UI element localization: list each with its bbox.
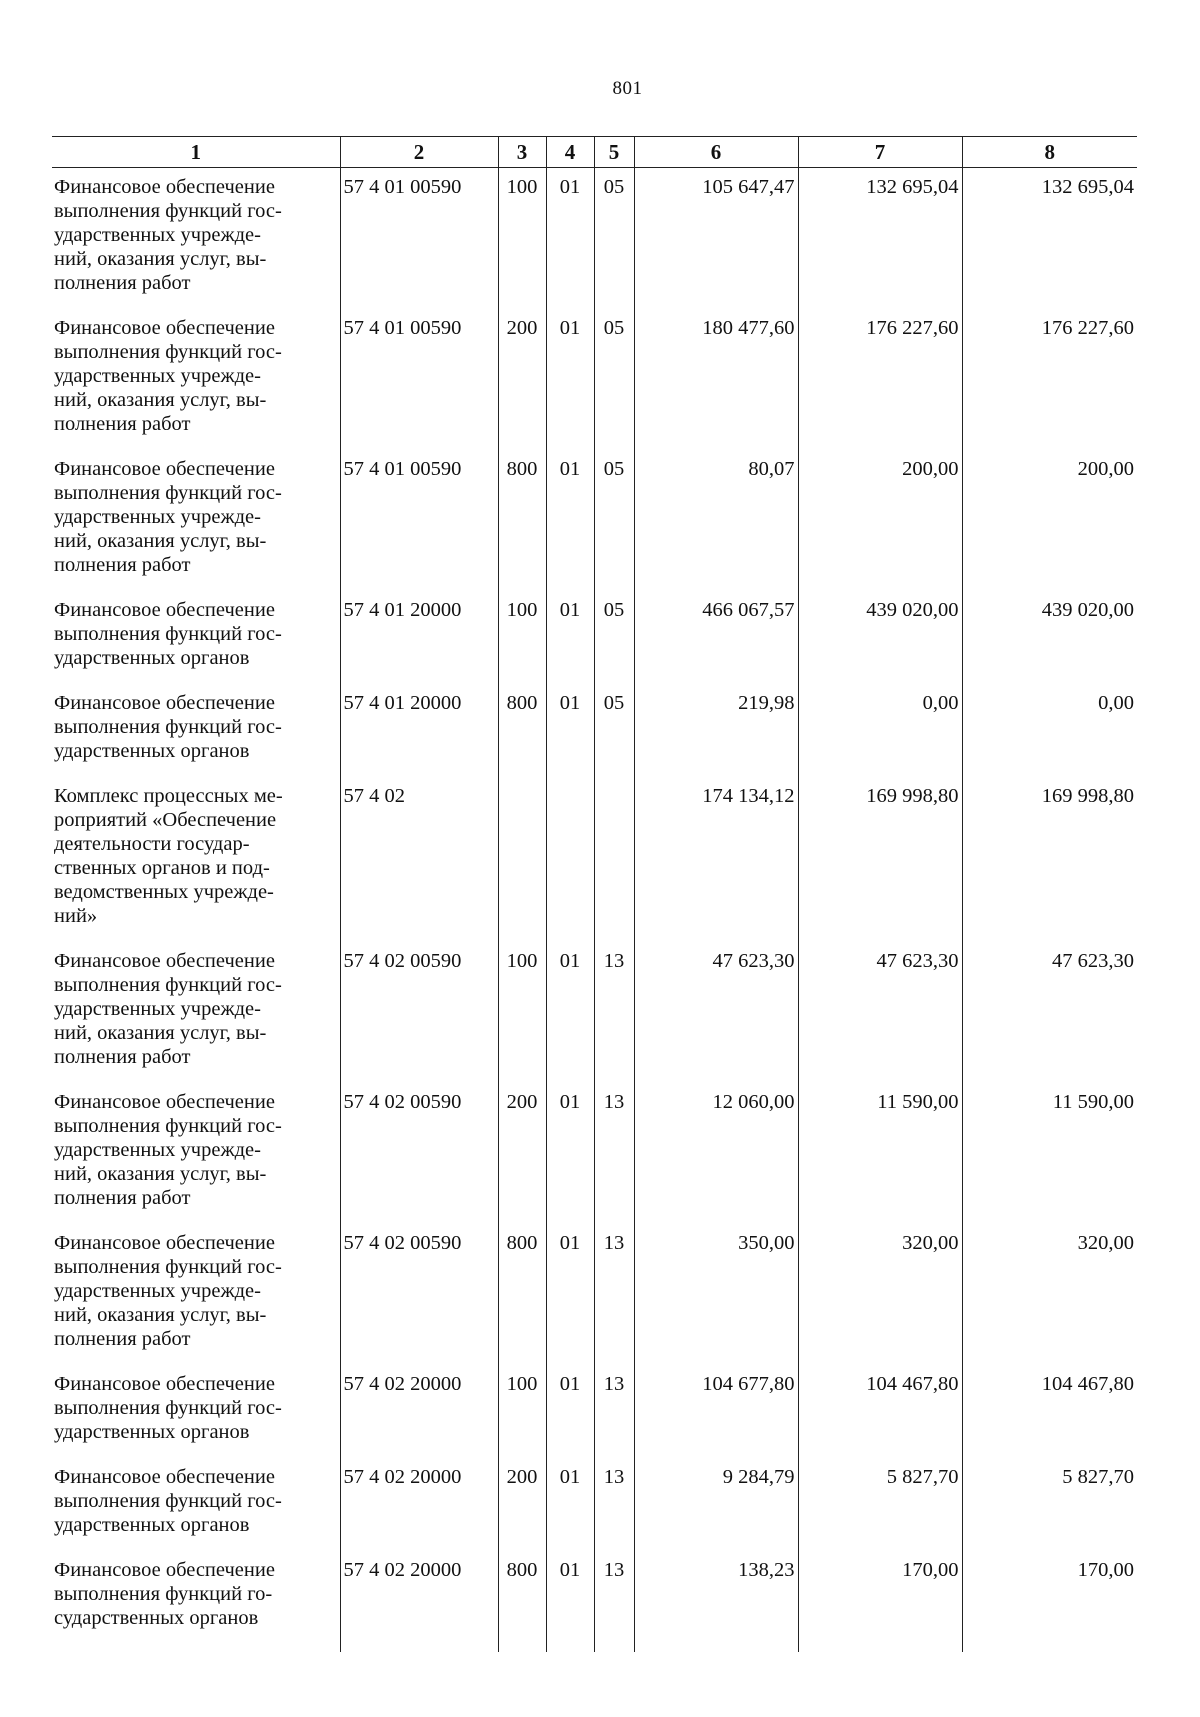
cell-name-line: выполнения функций гос- (54, 341, 282, 363)
cell-col8: 47 623,30 (962, 942, 1137, 1083)
cell-col7: 170,00 (798, 1551, 962, 1652)
cell-col7: 104 467,80 (798, 1365, 962, 1458)
cell-col4: 01 (546, 168, 594, 310)
cell-col5: 13 (594, 1458, 634, 1551)
cell-name-line: ударственных учрежде- (54, 998, 261, 1020)
cell-name (52, 1083, 340, 1224)
table-row (52, 450, 1137, 591)
cell-col4: 01 (546, 1458, 594, 1551)
cell-name-line: Финансовое обеспечение (54, 599, 275, 621)
cell-col6: 104 677,80 (634, 1365, 798, 1458)
cell-name-line: полнения работ (54, 1328, 191, 1350)
cell-col7: 0,00 (798, 684, 962, 777)
cell-name-line: выполнения функций гос- (54, 1397, 282, 1419)
cell-name-line: выполнения функций гос- (54, 1490, 282, 1512)
cell-name (52, 1551, 340, 1652)
cell-name-line: выполнения функций гос- (54, 200, 282, 222)
cell-col5: 05 (594, 309, 634, 450)
cell-name-line: ний, оказания услуг, вы- (54, 389, 267, 411)
cell-name-line: Финансовое обеспечение (54, 1232, 275, 1254)
cell-col5: 13 (594, 1224, 634, 1365)
cell-code: 57 4 02 (340, 777, 498, 942)
cell-col7: 439 020,00 (798, 591, 962, 684)
cell-col6: 466 067,57 (634, 591, 798, 684)
cell-col6: 105 647,47 (634, 168, 798, 310)
cell-name-line: выполнения функций гос- (54, 1256, 282, 1278)
column-header-4: 4 (546, 137, 594, 168)
cell-col4: 01 (546, 684, 594, 777)
cell-name-line: ственных органов и под- (54, 857, 270, 879)
cell-name-line: ударственных учрежде- (54, 1280, 261, 1302)
cell-col6: 12 060,00 (634, 1083, 798, 1224)
cell-name (52, 591, 340, 684)
column-header-6: 6 (634, 137, 798, 168)
cell-col8: 11 590,00 (962, 1083, 1137, 1224)
cell-name-line: Финансовое обеспечение (54, 1466, 275, 1488)
cell-name-line: ний» (54, 905, 98, 927)
column-header-2: 2 (340, 137, 498, 168)
cell-code: 57 4 02 00590 (340, 942, 498, 1083)
cell-name-line: ударственных органов (54, 647, 250, 669)
cell-col8: 176 227,60 (962, 309, 1137, 450)
cell-col6: 350,00 (634, 1224, 798, 1365)
cell-code: 57 4 01 00590 (340, 309, 498, 450)
table-body (52, 168, 1137, 1653)
cell-col5: 05 (594, 450, 634, 591)
cell-col6: 80,07 (634, 450, 798, 591)
cell-col3: 800 (498, 684, 546, 777)
cell-code: 57 4 02 20000 (340, 1551, 498, 1652)
cell-col8: 169 998,80 (962, 777, 1137, 942)
cell-col4: 01 (546, 1551, 594, 1652)
cell-code: 57 4 01 20000 (340, 684, 498, 777)
cell-col4: 01 (546, 591, 594, 684)
cell-col6: 180 477,60 (634, 309, 798, 450)
cell-col8: 170,00 (962, 1551, 1137, 1652)
cell-col5 (594, 777, 634, 942)
cell-col5: 05 (594, 168, 634, 310)
cell-name (52, 777, 340, 942)
cell-name-line: ведомственных учрежде- (54, 881, 274, 903)
cell-col5: 13 (594, 1083, 634, 1224)
cell-code: 57 4 01 20000 (340, 591, 498, 684)
table-row (52, 1458, 1137, 1551)
cell-col7: 169 998,80 (798, 777, 962, 942)
cell-name-line: Финансовое обеспечение (54, 1091, 275, 1113)
cell-name (52, 942, 340, 1083)
cell-name-line: полнения работ (54, 413, 191, 435)
cell-col8: 0,00 (962, 684, 1137, 777)
cell-col7: 320,00 (798, 1224, 962, 1365)
cell-name-line: выполнения функций гос- (54, 623, 282, 645)
table-row (52, 591, 1137, 684)
cell-col6: 9 284,79 (634, 1458, 798, 1551)
cell-code: 57 4 01 00590 (340, 168, 498, 310)
cell-col6: 219,98 (634, 684, 798, 777)
cell-name-line: Финансовое обеспечение (54, 458, 275, 480)
cell-col8: 104 467,80 (962, 1365, 1137, 1458)
table-row (52, 684, 1137, 777)
column-header-1: 1 (52, 137, 340, 168)
column-header-3: 3 (498, 137, 546, 168)
cell-name-line: ударственных учрежде- (54, 365, 261, 387)
table-row (52, 1083, 1137, 1224)
cell-name-line: Финансовое обеспечение (54, 1559, 275, 1581)
table-header-row (52, 137, 1137, 168)
table-row (52, 777, 1137, 942)
cell-col6: 47 623,30 (634, 942, 798, 1083)
cell-name-line: полнения работ (54, 554, 191, 576)
cell-code: 57 4 02 20000 (340, 1365, 498, 1458)
cell-col3: 100 (498, 168, 546, 310)
cell-name-line: деятельности государ- (54, 833, 250, 855)
cell-name (52, 684, 340, 777)
cell-name-line: Финансовое обеспечение (54, 1373, 275, 1395)
cell-name-line: ударственных органов (54, 1421, 250, 1443)
cell-name-line: полнения работ (54, 1046, 191, 1068)
cell-name-line: выполнения функций гос- (54, 1115, 282, 1137)
cell-name-line: Финансовое обеспечение (54, 950, 275, 972)
cell-name (52, 450, 340, 591)
cell-name-line: ний, оказания услуг, вы- (54, 248, 267, 270)
cell-name-line: выполнения функций гос- (54, 974, 282, 996)
cell-name-line: Финансовое обеспечение (54, 692, 275, 714)
table-row (52, 1551, 1137, 1652)
cell-col3: 800 (498, 1551, 546, 1652)
cell-name-line: Комплекс процессных ме- (54, 785, 283, 807)
cell-name-line: ний, оказания услуг, вы- (54, 1304, 267, 1326)
table-row (52, 1224, 1137, 1365)
cell-name (52, 309, 340, 450)
table-row (52, 942, 1137, 1083)
cell-col4: 01 (546, 1083, 594, 1224)
cell-col5: 13 (594, 1551, 634, 1652)
cell-code: 57 4 02 00590 (340, 1083, 498, 1224)
cell-name-line: ударственных органов (54, 740, 250, 762)
cell-name-line: полнения работ (54, 272, 191, 294)
cell-name-line: полнения работ (54, 1187, 191, 1209)
column-header-7: 7 (798, 137, 962, 168)
cell-col8: 132 695,04 (962, 168, 1137, 310)
cell-name (52, 168, 340, 310)
cell-name-line: роприятий «Обеспечение (54, 809, 277, 831)
cell-name-line: ний, оказания услуг, вы- (54, 1022, 267, 1044)
cell-code: 57 4 01 00590 (340, 450, 498, 591)
cell-col7: 5 827,70 (798, 1458, 962, 1551)
cell-col4 (546, 777, 594, 942)
cell-name-line: Финансовое обеспечение (54, 176, 275, 198)
cell-col3: 200 (498, 309, 546, 450)
cell-name-line: ударственных учрежде- (54, 224, 261, 246)
cell-col7: 11 590,00 (798, 1083, 962, 1224)
cell-col8: 439 020,00 (962, 591, 1137, 684)
cell-col7: 200,00 (798, 450, 962, 591)
cell-code: 57 4 02 20000 (340, 1458, 498, 1551)
cell-col3: 200 (498, 1458, 546, 1551)
cell-col8: 320,00 (962, 1224, 1137, 1365)
cell-name-line: ударственных учрежде- (54, 1139, 261, 1161)
cell-col5: 13 (594, 1365, 634, 1458)
cell-col3 (498, 777, 546, 942)
cell-col5: 05 (594, 684, 634, 777)
cell-col4: 01 (546, 942, 594, 1083)
table-row (52, 168, 1137, 310)
table-row (52, 309, 1137, 450)
cell-name-line: ний, оказания услуг, вы- (54, 530, 267, 552)
cell-name-line: Финансовое обеспечение (54, 317, 275, 339)
cell-col3: 100 (498, 942, 546, 1083)
cell-code: 57 4 02 00590 (340, 1224, 498, 1365)
cell-col5: 05 (594, 591, 634, 684)
cell-col7: 47 623,30 (798, 942, 962, 1083)
cell-col8: 200,00 (962, 450, 1137, 591)
column-header-8: 8 (962, 137, 1137, 168)
cell-col3: 800 (498, 450, 546, 591)
cell-col6: 138,23 (634, 1551, 798, 1652)
cell-col4: 01 (546, 1365, 594, 1458)
cell-name-line: ударственных учрежде- (54, 506, 261, 528)
cell-col6: 174 134,12 (634, 777, 798, 942)
cell-name (52, 1224, 340, 1365)
page-number: 801 (612, 78, 643, 99)
table-row (52, 1365, 1137, 1458)
cell-col3: 800 (498, 1224, 546, 1365)
budget-table (52, 136, 1137, 1652)
column-header-5: 5 (594, 137, 634, 168)
cell-name-line: ударственных органов (54, 1514, 250, 1536)
cell-name-line: выполнения функций гос- (54, 482, 282, 504)
cell-col3: 200 (498, 1083, 546, 1224)
cell-name-line: выполнения функций гос- (54, 716, 282, 738)
cell-col7: 132 695,04 (798, 168, 962, 310)
cell-col3: 100 (498, 1365, 546, 1458)
cell-name-line: сударственных органов (54, 1607, 259, 1629)
cell-col3: 100 (498, 591, 546, 684)
cell-col8: 5 827,70 (962, 1458, 1137, 1551)
cell-col7: 176 227,60 (798, 309, 962, 450)
cell-col4: 01 (546, 1224, 594, 1365)
cell-col4: 01 (546, 450, 594, 591)
cell-name-line: выполнения функций го- (54, 1583, 273, 1605)
cell-col5: 13 (594, 942, 634, 1083)
cell-col4: 01 (546, 309, 594, 450)
cell-name-line: ний, оказания услуг, вы- (54, 1163, 267, 1185)
cell-name (52, 1458, 340, 1551)
cell-name (52, 1365, 340, 1458)
